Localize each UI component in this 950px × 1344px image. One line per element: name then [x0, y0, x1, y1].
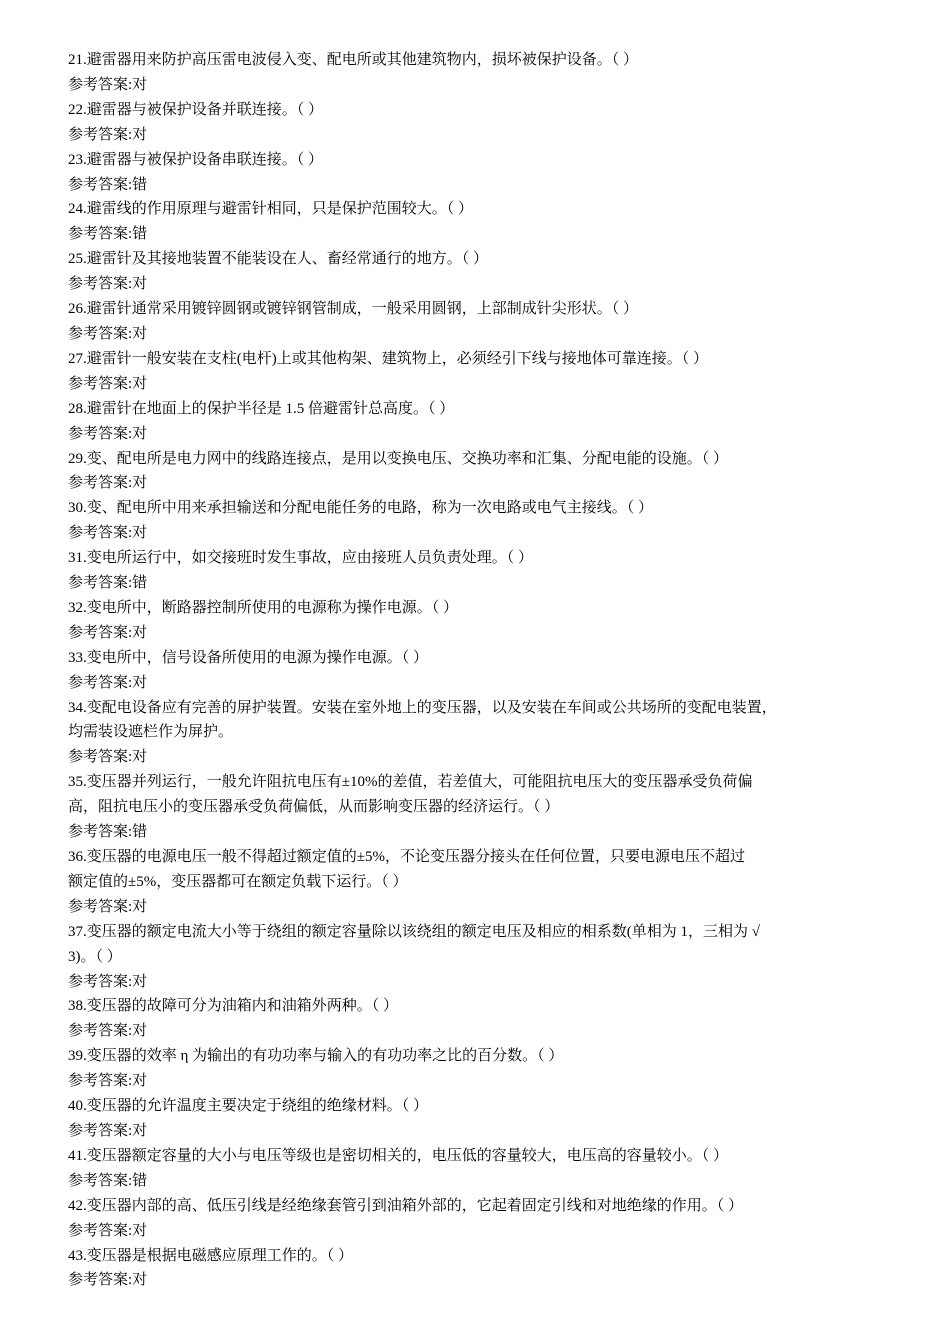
question-26: 26.避雷针通常采用镀锌圆钢或镀锌钢管制成，一般采用圆钢，上部制成针尖形状。（ ） — [68, 301, 639, 318]
answer-33: 参考答案:对 — [68, 674, 148, 691]
question-28: 28.避雷针在地面上的保护半径是 1.5 倍避雷针总高度。（ ） — [68, 400, 455, 417]
question-32: 32.变电所中，断路器控制所使用的电源称为操作电源。（ ） — [68, 599, 459, 616]
answer-41: 参考答案:错 — [68, 1172, 148, 1189]
question-41: 41.变压器额定容量的大小与电压等级也是密切相关的，电压低的容量较大，电压高的容量较小。（ ） — [68, 1147, 729, 1164]
answer-34: 参考答案:对 — [68, 749, 148, 766]
question-39: 39.变压器的效率 η 为输出的有功功率与输入的有功功率之比的百分数。（ ） — [68, 1048, 564, 1065]
question-42: 42.变压器内部的高、低压引线是经绝缘套管引到油箱外部的，它起着固定引线和对地绝缘的作用。（ ） — [68, 1197, 744, 1214]
document-page — [68, 48, 858, 1293]
question-36-line-2: 额定值的±5%，变压器都可在额定负载下运行。（ ） — [68, 873, 408, 890]
answer-32: 参考答案:对 — [68, 624, 148, 641]
question-34-line-1: 34.变配电设备应有完善的屏护装置。安装在室外地上的变压器，以及安装在车间或公共场所的变配电装置， — [68, 699, 777, 716]
question-40: 40.变压器的允许温度主要决定于绕组的绝缘材料。（ ） — [68, 1098, 429, 1115]
question-35-line-1: 35.变压器并列运行，一般允许阻抗电压有±10%的差值，若差值大，可能阻抗电压大的变压器承受负荷偏 — [68, 774, 753, 791]
question-31: 31.变电所运行中，如交接班时发生事故，应由接班人员负责处理。（ ） — [68, 550, 534, 567]
question-25: 25.避雷针及其接地装置不能装设在人、畜经常通行的地方。（ ） — [68, 251, 489, 268]
question-34-line-2: 均需装设遮栏作为屏护。 — [68, 724, 234, 741]
answer-28: 参考答案:对 — [68, 425, 148, 442]
question-21: 21.避雷器用来防护高压雷电波侵入变、配电所或其他建筑物内，损坏被保护设备。（ ） — [68, 52, 639, 68]
answer-39: 参考答案:对 — [68, 1073, 148, 1090]
question-30: 30.变、配电所中用来承担输送和分配电能任务的电路，称为一次电路或电气主接线。（ ） — [68, 500, 654, 517]
question-23: 23.避雷器与被保护设备串联连接。（ ） — [68, 151, 324, 168]
question-38: 38.变压器的故障可分为油箱内和油箱外两种。（ ） — [68, 998, 399, 1015]
answer-21: 参考答案:对 — [68, 76, 148, 93]
question-36-line-1: 36.变压器的电源电压一般不得超过额定值的±5%，不论变压器分接头在任何位置，只要电源电压不超过 — [68, 849, 745, 865]
answer-31: 参考答案:错 — [68, 575, 148, 592]
question-22: 22.避雷器与被保护设备并联连接。（ ） — [68, 101, 324, 118]
question-35-line-2: 高，阻抗电压小的变压器承受负荷偏低，从而影响变压器的经济运行。（ ） — [68, 799, 560, 816]
answer-36: 参考答案:对 — [68, 898, 148, 915]
question-29: 29.变、配电所是电力网中的线路连接点，是用以变换电压、交换功率和汇集、分配电能的设施。（ ） — [68, 450, 729, 467]
answer-25: 参考答案:对 — [68, 276, 148, 293]
answer-30: 参考答案:对 — [68, 525, 148, 542]
answer-26: 参考答案:对 — [68, 325, 148, 342]
answer-24: 参考答案:错 — [68, 226, 148, 243]
question-37-line-2: 3)。（ ） — [68, 948, 122, 965]
answer-37: 参考答案:对 — [68, 973, 148, 990]
answer-23: 参考答案:错 — [68, 176, 148, 193]
question-24: 24.避雷线的作用原理与避雷针相同，只是保护范围较大。（ ） — [68, 201, 474, 218]
answer-27: 参考答案:对 — [68, 375, 148, 392]
question-33: 33.变电所中，信号设备所使用的电源为操作电源。（ ） — [68, 649, 429, 666]
answer-43: 参考答案:对 — [68, 1272, 148, 1289]
answer-35: 参考答案:错 — [68, 824, 148, 841]
answer-22: 参考答案:对 — [68, 126, 148, 143]
answer-42: 参考答案:对 — [68, 1222, 148, 1239]
answer-40: 参考答案:对 — [68, 1122, 148, 1139]
question-37-line-1: 37.变压器的额定电流大小等于绕组的额定容量除以该绕组的额定电压及相应的相系数(单相为 1，三相为 √ — [68, 923, 760, 940]
question-27: 27.避雷针一般安装在支柱(电杆)上或其他构架、建筑物上，必须经引下线与接地体可靠连接。（ ） — [68, 350, 708, 367]
question-43: 43.变压器是根据电磁感应原理工作的。（ ） — [68, 1247, 354, 1264]
answer-29: 参考答案:对 — [68, 475, 148, 492]
answer-38: 参考答案:对 — [68, 1023, 148, 1040]
